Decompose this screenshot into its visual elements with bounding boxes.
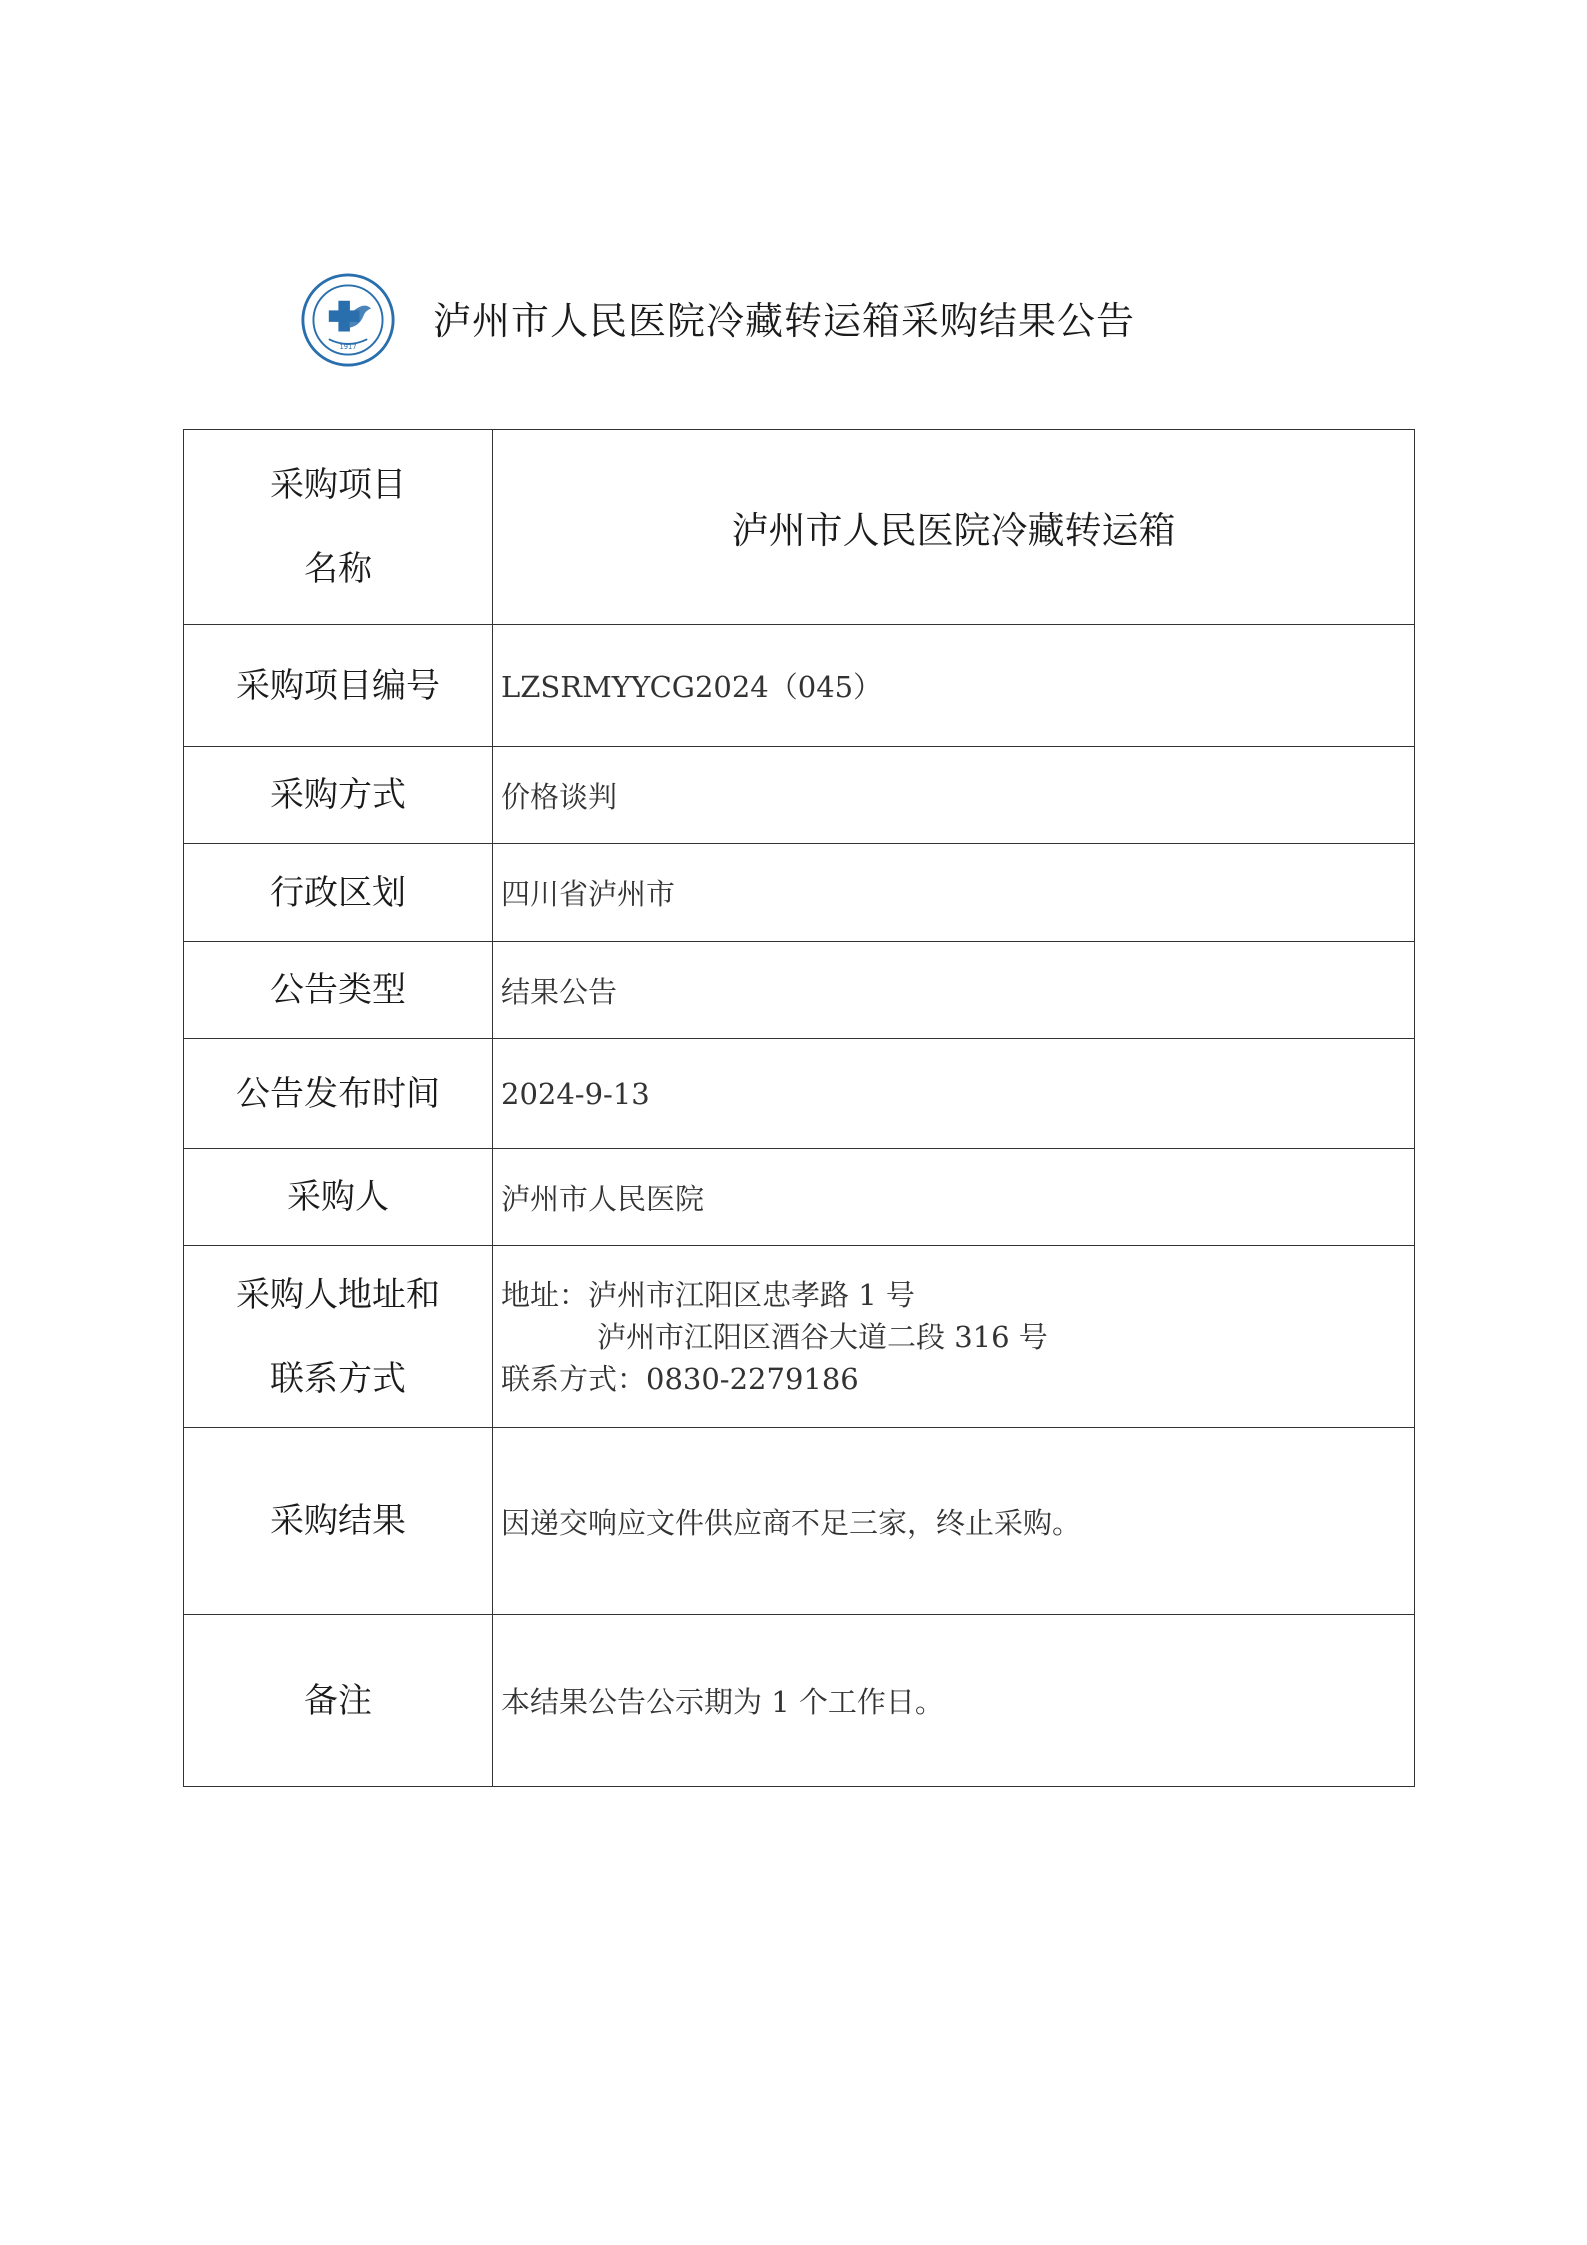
table-row <box>184 1615 1415 1787</box>
row-label-purchaser: 采购人 <box>184 1149 493 1246</box>
label-line: 采购项目 <box>270 465 406 505</box>
row-value-purchaser: 泸州市人民医院 <box>493 1149 1415 1246</box>
table-row <box>184 1246 1415 1428</box>
row-value-remarks: 本结果公告公示期为 1 个工作日。 <box>493 1615 1415 1787</box>
row-value-purchaser-contact <box>493 1246 1415 1428</box>
document-header <box>300 268 1300 378</box>
row-value-procurement-method: 价格谈判 <box>493 747 1415 844</box>
procurement-info-table <box>183 429 1415 1787</box>
label-line: 采购人地址和 <box>236 1274 440 1315</box>
row-label-project-name <box>184 430 493 625</box>
logo-year: 1917 <box>339 342 357 351</box>
contact-line: 联系方式：0830-2279186 <box>501 1361 859 1396</box>
table-row <box>184 625 1415 747</box>
address-line: 泸州市江阳区酒谷大道二段 316 号 <box>597 1319 1048 1354</box>
row-value-result: 因递交响应文件供应商不足三家，终止采购。 <box>493 1428 1415 1615</box>
row-label-announcement-type: 公告类型 <box>184 942 493 1039</box>
row-label-region: 行政区划 <box>184 844 493 942</box>
table-row <box>184 844 1415 942</box>
row-label-remarks: 备注 <box>184 1615 493 1787</box>
hospital-logo-icon <box>300 272 396 368</box>
label-line: 联系方式 <box>270 1358 406 1399</box>
table-row <box>184 430 1415 625</box>
row-value-region: 四川省泸州市 <box>493 844 1415 942</box>
row-label-project-number: 采购项目编号 <box>184 625 493 747</box>
row-value-project-name: 泸州市人民医院冷藏转运箱 <box>493 430 1415 625</box>
table-row <box>184 1428 1415 1615</box>
row-value-project-number: LZSRMYYCG2024（045） <box>493 625 1415 747</box>
table-row <box>184 747 1415 844</box>
row-label-result: 采购结果 <box>184 1428 493 1615</box>
table-row <box>184 1039 1415 1149</box>
row-label-purchaser-contact <box>184 1246 493 1428</box>
table-row <box>184 1149 1415 1246</box>
row-value-announcement-type: 结果公告 <box>493 942 1415 1039</box>
table-row <box>184 942 1415 1039</box>
row-label-procurement-method: 采购方式 <box>184 747 493 844</box>
label-line: 名称 <box>304 549 372 589</box>
address-line: 地址：泸州市江阳区忠孝路 1 号 <box>501 1277 915 1312</box>
row-value-publish-time: 2024-9-13 <box>493 1039 1415 1149</box>
document-title: 泸州市人民医院冷藏转运箱采购结果公告 <box>433 299 1136 343</box>
row-label-publish-time: 公告发布时间 <box>184 1039 493 1149</box>
